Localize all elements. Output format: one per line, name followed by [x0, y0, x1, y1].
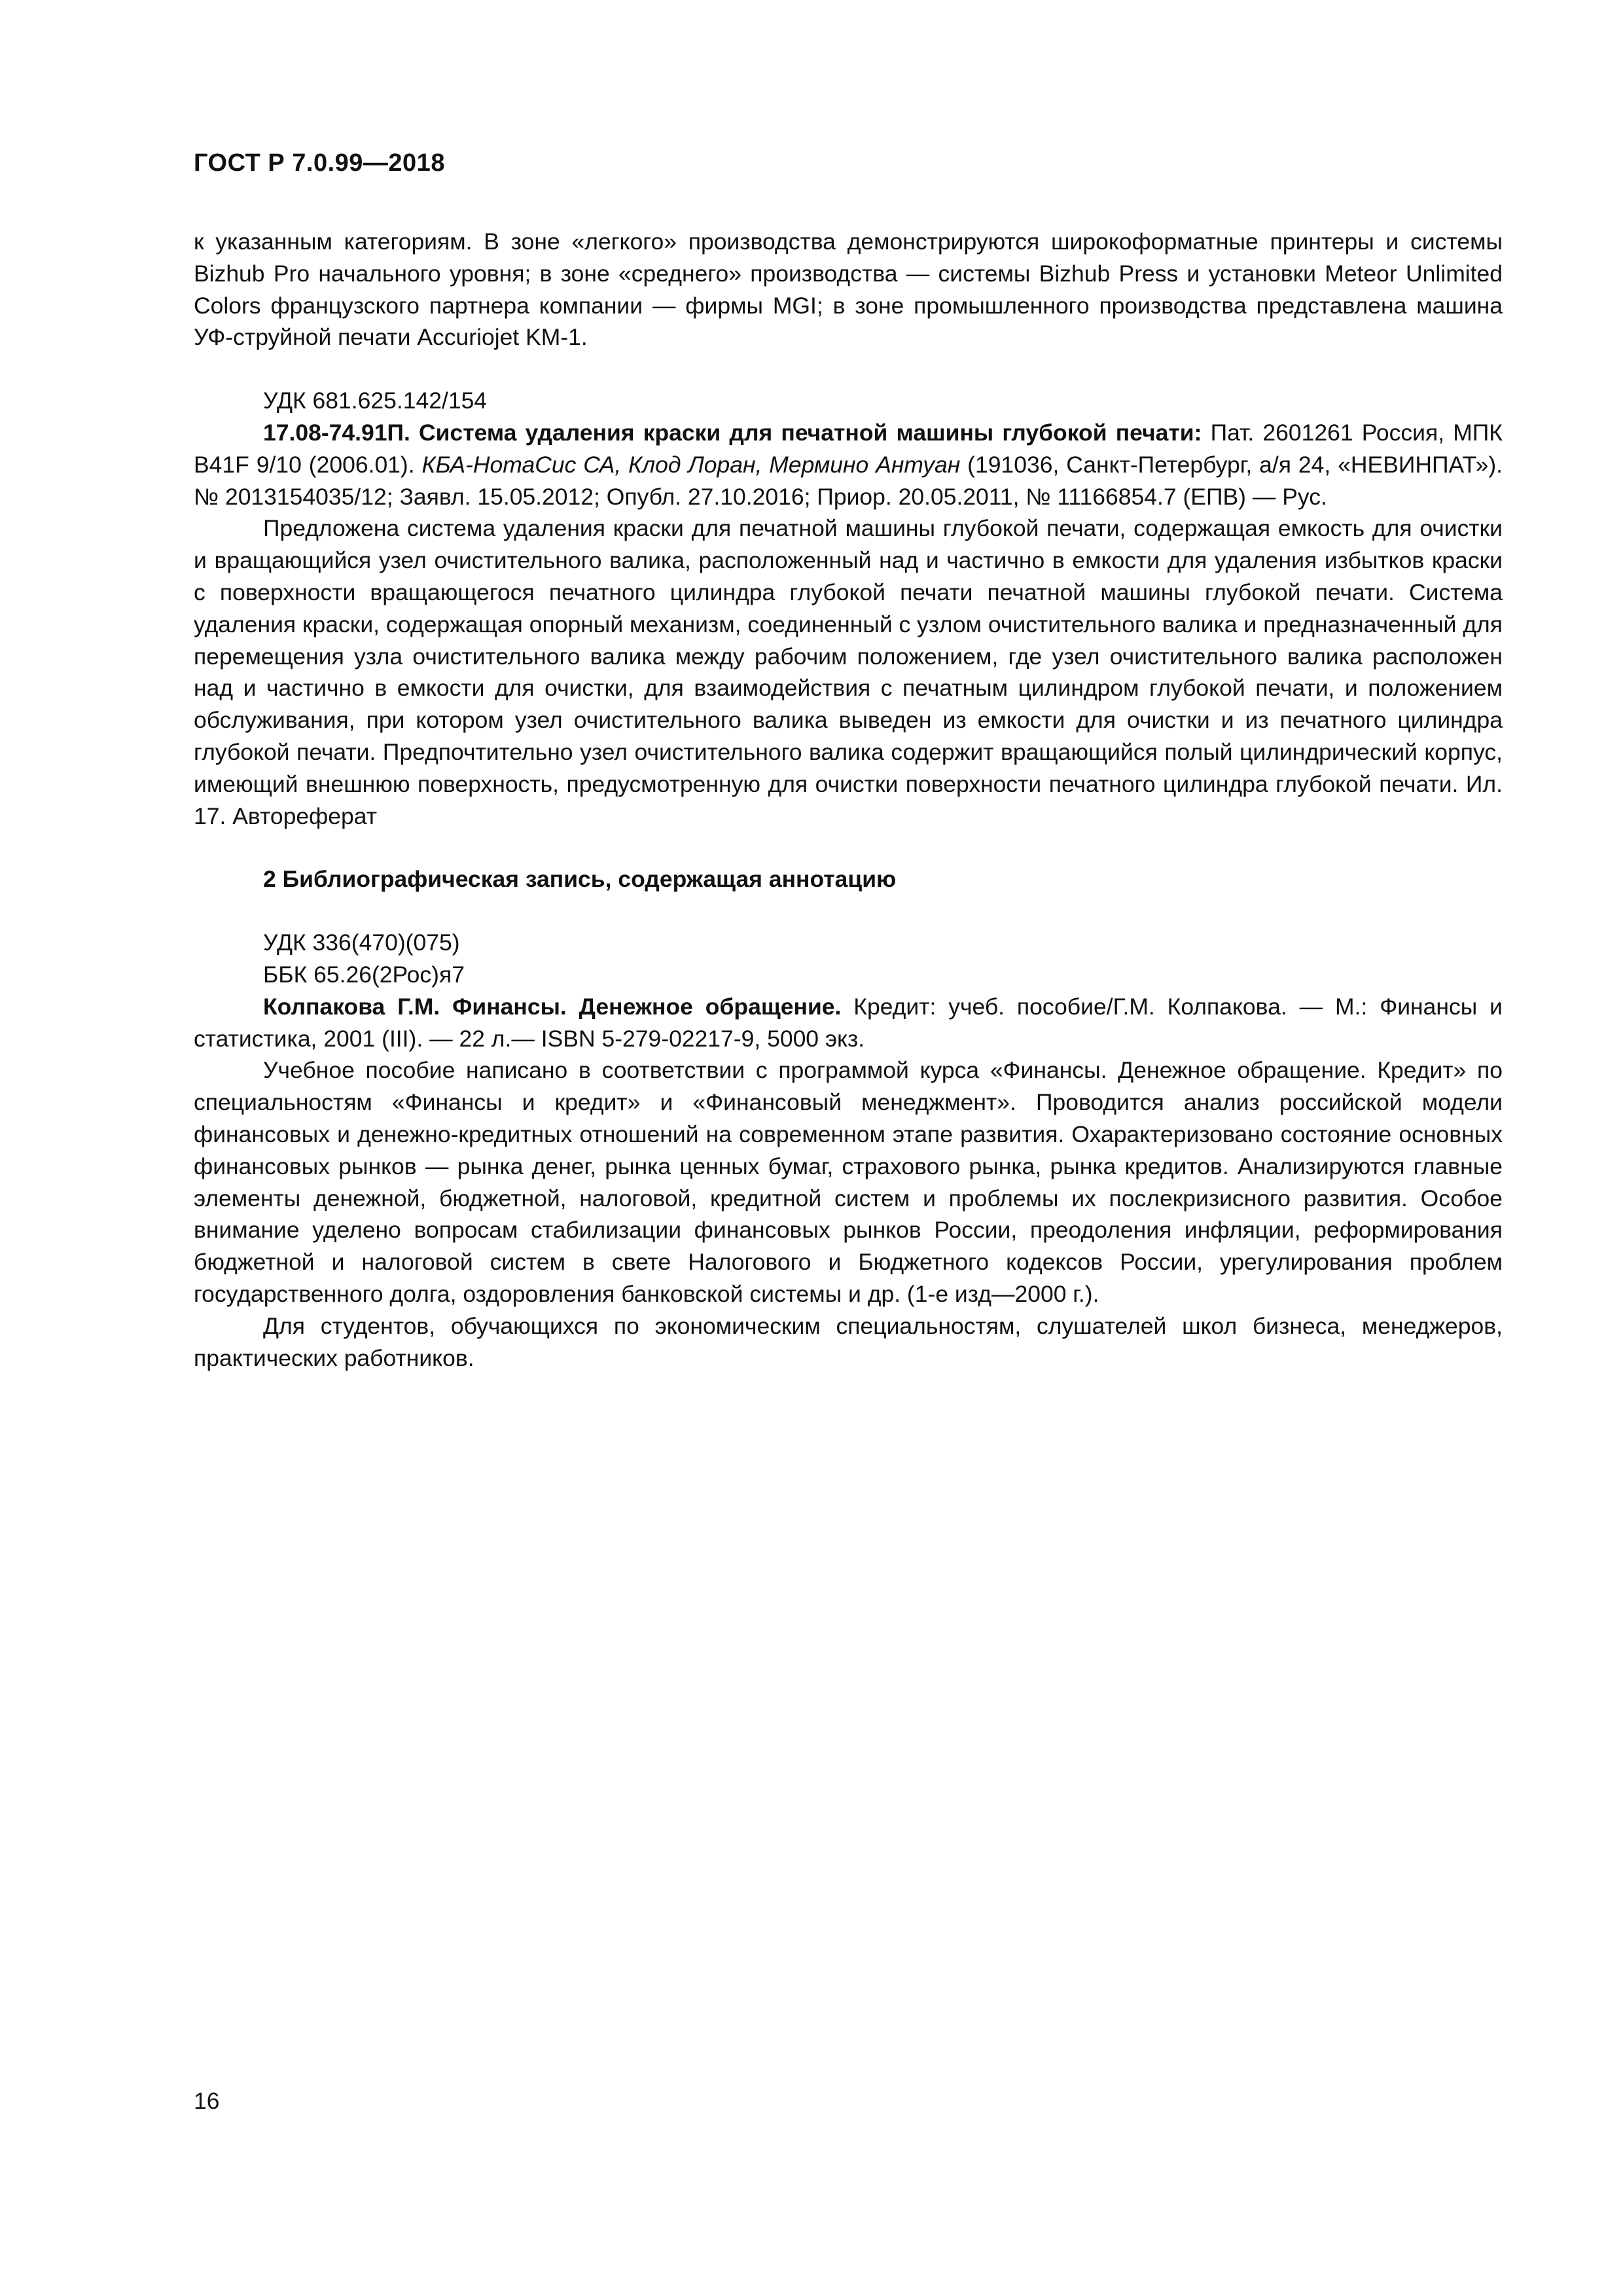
entry2-title: Колпакова Г.М. Финансы. Денежное обращение.	[263, 993, 842, 1020]
entry2-abstract: Учебное пособие написано в соответствии с программой курса «Финансы. Денежное обращение. Кредит» по специальностям «Финансы и кредит» и «Финансовый менеджмент». Проводится анализ российской модели финансовых и денежно-кредитных отношений на современном этапе развития. Охарактеризовано состояние основных финансовых рынков — рынка денег, рынка ценных бумаг, страхового рынка, рынка кредитов. Анализируются главные элементы денежной, бюджетной, налоговой, кредитной систем и проблемы их послекризисного развития. Особое внимание уделено вопросам стабилизации финансовых рынков России, преодоления инфляции, реформирования бюджетной и налоговой систем в свете Налогового и Бюджетного кодексов России, урегулирования проблем государственного долга, оздоровления банковской системы и др. (1-е изд—2000 г.).	[194, 1057, 1503, 1307]
section2-title: 2 Библиографическая запись, содержащая аннотацию	[263, 866, 897, 893]
entry1-udc: УДК 681.625.142/154	[263, 387, 488, 414]
entry2-audience: Для студентов, обучающихся по экономическим специальностям, слушателей школ бизнеса, менеджеров, практических работников.	[194, 1312, 1503, 1371]
entry2-udc: УДК 336(470)(075)	[263, 929, 460, 956]
page-number: 16	[194, 2088, 220, 2114]
entry1-title: 17.08-74.91П. Система удаления краски для печатной машины глубокой печати:	[263, 419, 1202, 446]
entry1-patent-info: Пат. 2601261 Россия, МПК B41F 9/10 (2006.01).	[194, 419, 1503, 478]
entry1-details: (191036, Санкт-Петербург, а/я 24, «НЕВИНПАТ»). № 2013154035/12; Заявл. 15.05.2012; Опубл. 27.10.2016; Приор. 20.05.2011, № 11166854.7 (ЕПВ) — Рус.	[194, 451, 1503, 510]
document-standard-code: ГОСТ Р 7.0.99—2018	[194, 149, 445, 177]
entry1-authors: КБА-НотаСис СА, Клод Лоран, Мермино Антуан	[421, 451, 961, 478]
entry2-bbk: ББК 65.26(2Рос)я7	[263, 961, 465, 988]
entry2-bibliographic-record	[194, 991, 1503, 1055]
document-body	[194, 226, 1503, 1374]
entry1-bibliographic-record	[194, 417, 1503, 512]
entry1-abstract: Предложена система удаления краски для печатной машины глубокой печати, содержащая емкость для очистки и вращающийся узел очистительного валика, расположенный над и частично в емкости для удаления избытков краски с поверхности вращающегося печатного цилиндра глубокой печати печатной машины глубокой печати. Система удаления краски, содержащая опорный механизм, соединенный с узлом очистительного валика и предназначенный для перемещения узла очистительного валика между рабочим положением, где узел очистительного валика расположен над и частично в емкости для очистки, для взаимодействия с печатным цилиндром глубокой печати, и положением обслуживания, при котором узел очистительного валика выведен из емкости для очистки и из печатного цилиндра глубокой печати. Предпочтительно узел очистительного валика содержит вращающийся полый цилиндрический корпус, имеющий внешнюю поверхность, предусмотренную для очистки поверхности печатного цилиндра глубокой печати. Ил. 17. Автореферат	[194, 515, 1503, 829]
entry2-details: Кредит: учеб. пособие/Г.М. Колпакова. — М.: Финансы и статистика, 2001 (III). — 22 л.— ISBN 5-279-02217-9, 5000 экз.	[194, 993, 1503, 1052]
intro-paragraph: к указанным категориям. В зоне «легкого» производства демонстрируются широкоформатные принтеры и системы Bizhub Pro начального уровня; в зоне «среднего» производства — системы Bizhub Press и установки Meteor Unlimited Colors французского партнера компании — фирмы MGI; в зоне промышленного производства представлена машина УФ-струйной печати Accuriojet KM-1.	[194, 228, 1503, 351]
